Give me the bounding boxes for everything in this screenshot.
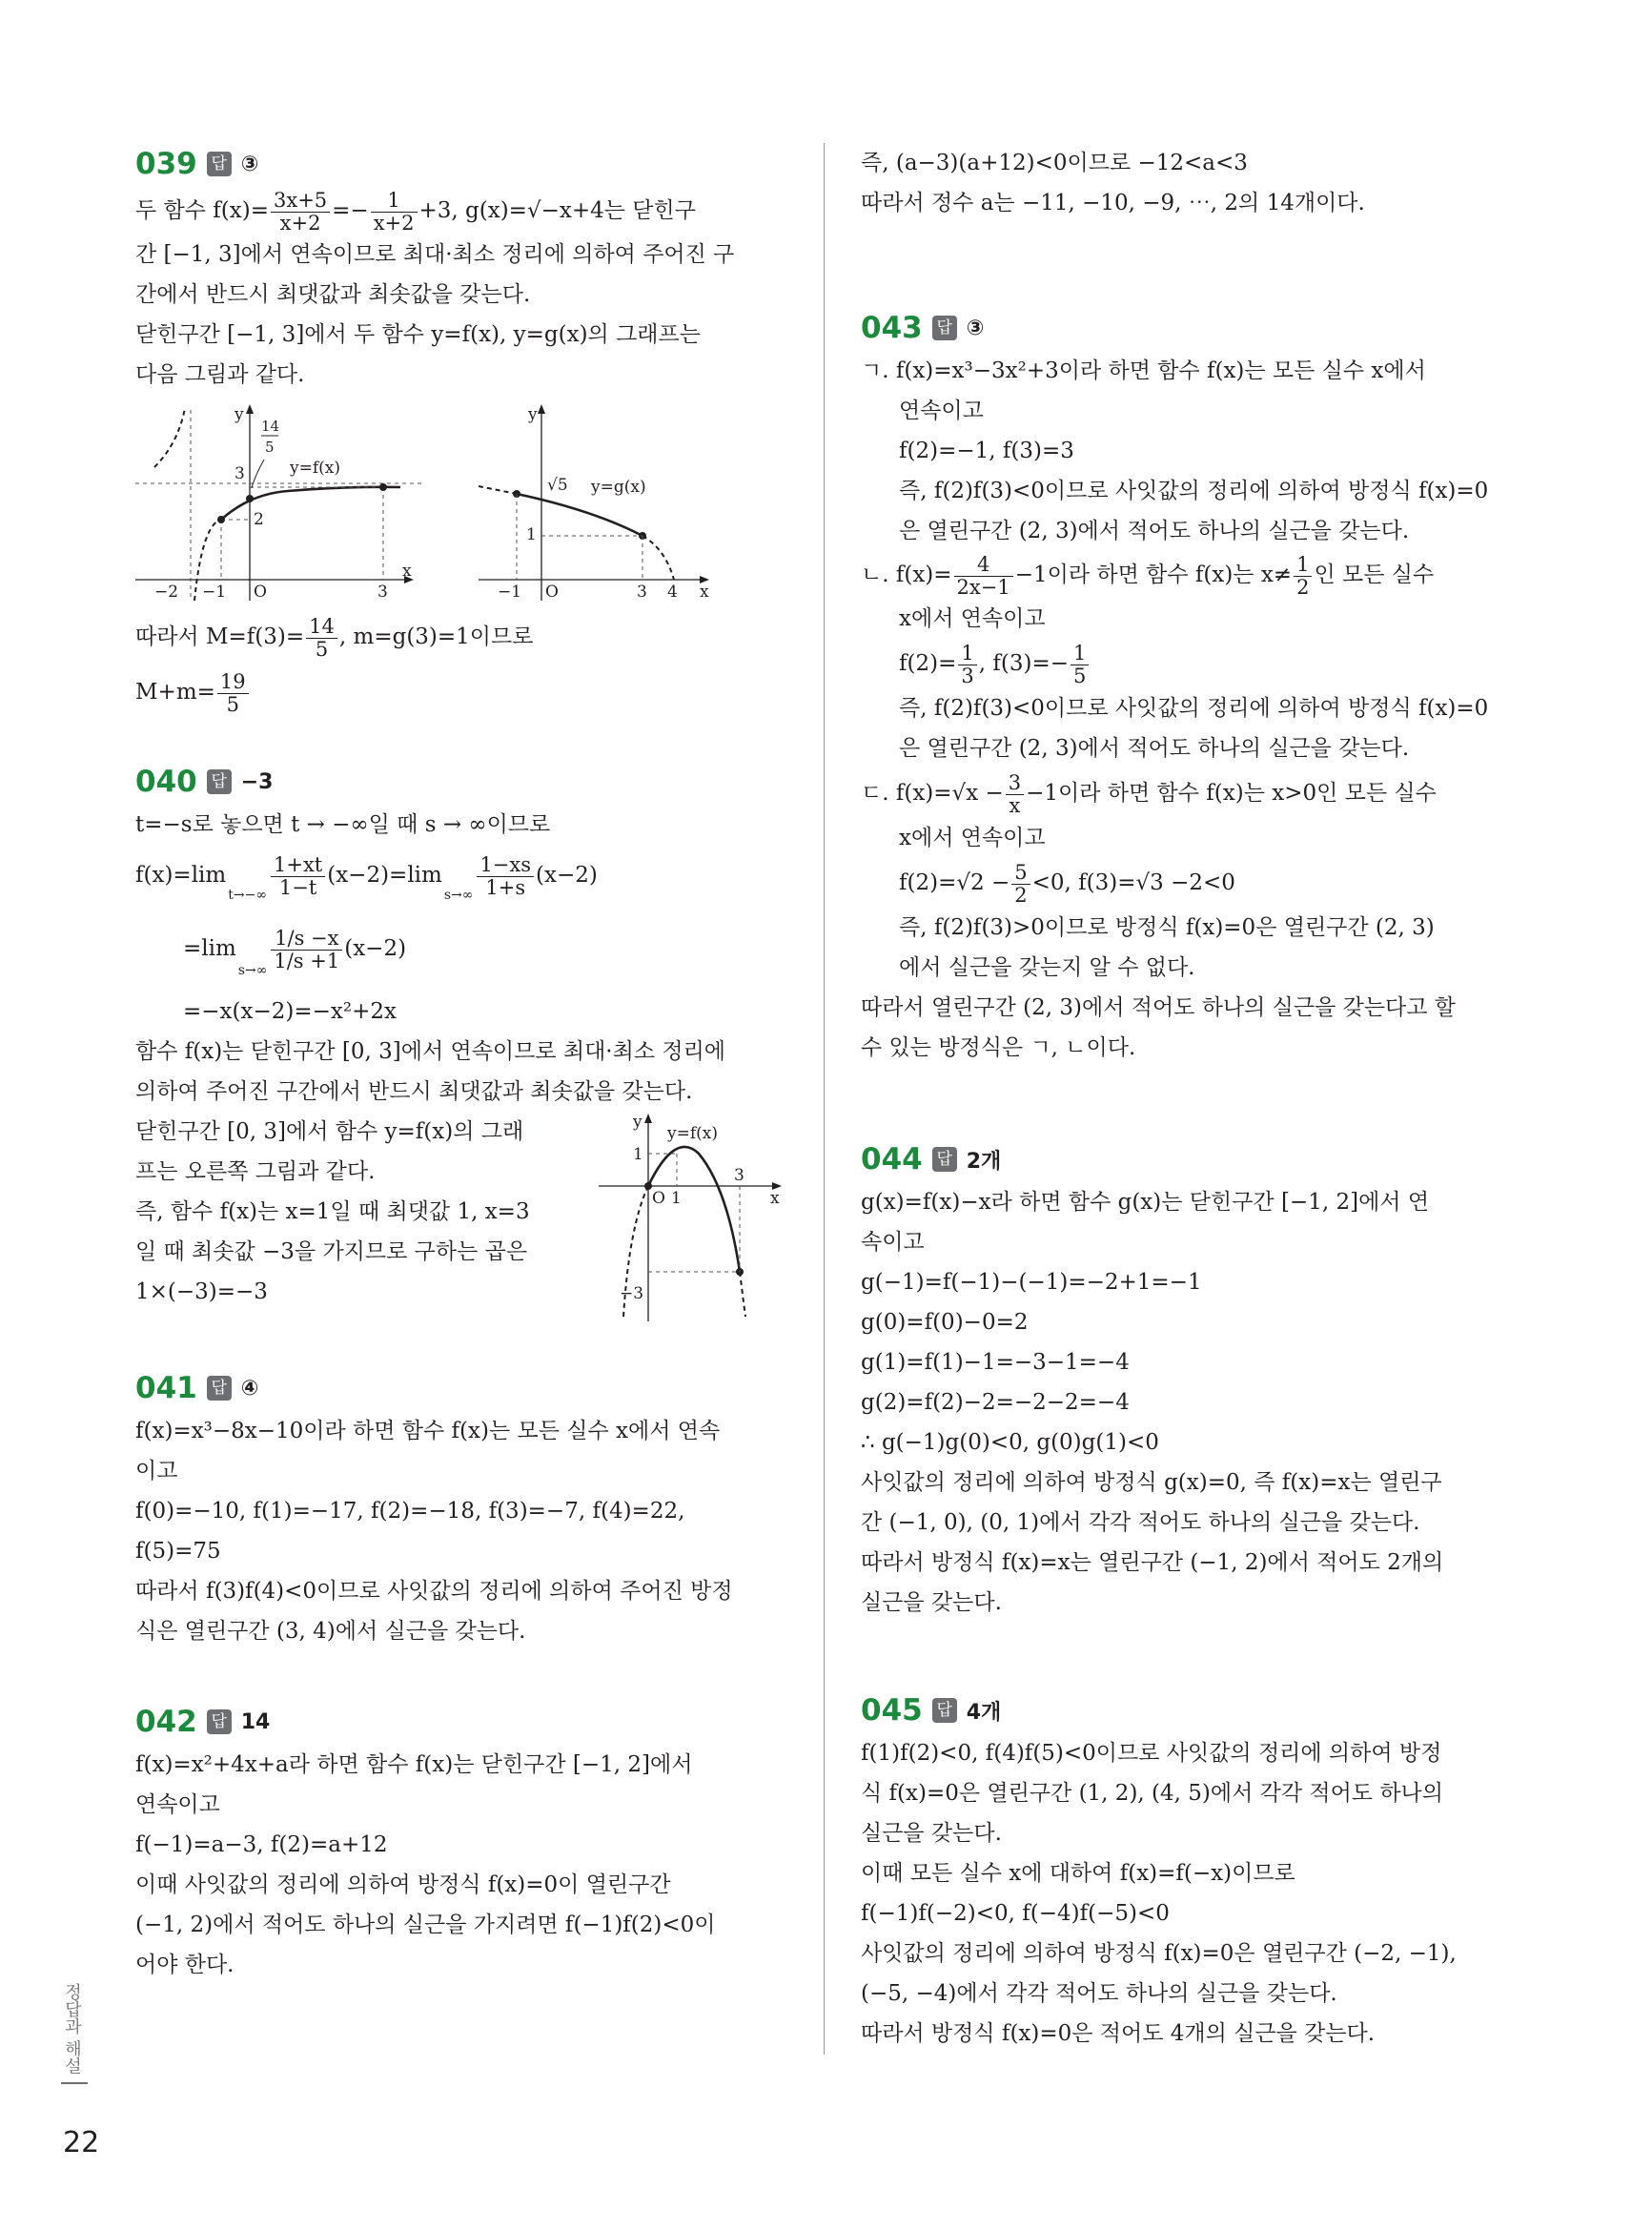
- text-line: 이때 사잇값의 정리에 의하여 방정식 f(x)=0이 열린구간: [135, 1872, 671, 1897]
- graph-g-039: [479, 400, 717, 601]
- text-line: 간에서 반드시 최댓값과 최솟값을 갖는다.: [135, 282, 531, 307]
- text-line: 1×(−3)=−3: [135, 1279, 268, 1304]
- text-line: x에서 연속이고: [899, 826, 1046, 850]
- text-line: f(x)=x³−8x−10이라 하면 함수 f(x)는 모든 실수 x에서 연속: [135, 1419, 721, 1443]
- text-line: 연속이고: [899, 399, 984, 423]
- problem-041: [135, 1365, 789, 1651]
- text-line: ㄱ. f(x)=x³−3x²+3이라 하면 함수 f(x)는 모든 실수 x에서: [861, 358, 1426, 383]
- graph-f-040: [599, 1112, 789, 1321]
- text-line: 이고: [135, 1459, 178, 1483]
- text-line: x에서 연속이고: [899, 606, 1046, 631]
- answer-value: 4개: [966, 1700, 1002, 1725]
- text-line: 일 때 최솟값 −3을 가지므로 구하는 곱은: [135, 1239, 528, 1264]
- problem-044: [861, 1136, 1519, 1623]
- svg-text:y: y: [235, 405, 244, 424]
- svg-text:1: 1: [633, 1145, 643, 1164]
- problem-045: [861, 1688, 1519, 2054]
- svg-text:14: 14: [261, 418, 280, 435]
- text-line: 닫힌구간 [0, 3]에서 함수 y=f(x)의 그래: [135, 1119, 524, 1144]
- svg-text:1: 1: [671, 1189, 682, 1208]
- svg-text:−3: −3: [620, 1284, 644, 1303]
- text-line: 따라서 정수 a는 −11, −10, −9, ⋯, 2의 14개이다.: [861, 191, 1365, 215]
- sidebar-section-label: [59, 1983, 92, 2084]
- text-line: f(5)=75: [135, 1539, 221, 1564]
- text-line: f(−1)=a−3, f(2)=a+12: [135, 1832, 388, 1857]
- problem-042: [135, 1699, 789, 1985]
- text-line: 따라서 방정식 f(x)=x는 열린구간 (−1, 2)에서 적어도 2개의: [861, 1550, 1444, 1575]
- page-number: 22: [63, 2126, 100, 2159]
- svg-text:−2: −2: [154, 583, 179, 601]
- text-line: 은 열린구간 (2, 3)에서 적어도 하나의 실근을 갖는다.: [899, 736, 1410, 761]
- text-line: 즉, f(2)f(3)<0이므로 사잇값의 정리에 의하여 방정식 f(x)=0: [899, 479, 1489, 503]
- text-line: 사잇값의 정리에 의하여 방정식 f(x)=0은 열린구간 (−2, −1),: [861, 1941, 1457, 1966]
- svg-text:4: 4: [667, 583, 678, 601]
- answer-tag: 답: [207, 152, 232, 176]
- text-line: 사잇값의 정리에 의하여 방정식 g(x)=0, 즉 f(x)=x는 열린구: [861, 1470, 1442, 1495]
- graph-f-039: [135, 400, 421, 601]
- text-line: 연속이고: [135, 1792, 220, 1817]
- svg-text:3: 3: [637, 583, 647, 601]
- svg-text:y: y: [528, 405, 538, 424]
- text-line: 속이고: [861, 1230, 925, 1255]
- answer-tag: 답: [932, 1147, 957, 1172]
- section-label: 정답과 해설: [62, 1983, 82, 2075]
- answer-tag: 답: [932, 316, 957, 340]
- text-line: g(2)=f(2)−2=−2−2=−4: [861, 1390, 1130, 1415]
- answer-value: ③: [966, 316, 985, 340]
- svg-text:O: O: [652, 1189, 665, 1208]
- text-line: 식 f(x)=0은 열린구간 (1, 2), (4, 5)에서 각각 적어도 하나의: [861, 1781, 1443, 1806]
- text-line: f(2)= $\frac{1}{3}$ , f(3)=− $\frac{1}{5}$: [861, 639, 1519, 688]
- svg-text:O: O: [545, 583, 559, 601]
- answer-value: ③: [240, 152, 259, 176]
- text-line: 이때 모든 실수 x에 대하여 f(x)=f(−x)이므로: [861, 1861, 1295, 1886]
- text-line: 식은 열린구간 (3, 4)에서 실근을 갖는다.: [135, 1619, 526, 1644]
- problem-number: 045: [861, 1693, 923, 1728]
- text-line: 실근을 갖는다.: [861, 1590, 1002, 1615]
- svg-text:x: x: [700, 583, 709, 601]
- problem-number: 044: [861, 1142, 923, 1176]
- svg-text:3: 3: [377, 583, 388, 601]
- text-line: ㄷ. f(x)=√x − $\frac{3}{x}$ −1이라 하면 함수 f(x)는 x>0인 모든 실수: [861, 770, 1437, 817]
- text-line: 함수 f(x)는 닫힌구간 [0, 3]에서 연속이므로 최대·최소 정리에: [135, 1039, 726, 1064]
- text-line: ㄴ. f(x)= $\frac{4}{2x-1}$ −1이라 하면 함수 f(x)는 x≠ $\frac{1}{2}$ 인 모든 실수: [861, 552, 1435, 599]
- answer-tag: 답: [207, 1709, 232, 1734]
- text-line: ∴ g(−1)g(0)<0, g(0)g(1)<0: [861, 1430, 1159, 1455]
- svg-text:√5: √5: [547, 476, 568, 495]
- problem-040: [135, 759, 789, 1321]
- svg-text:5: 5: [265, 439, 275, 456]
- text-line: g(−1)=f(−1)−(−1)=−2+1=−1: [861, 1270, 1202, 1295]
- text-line: 간 (−1, 0), (0, 1)에서 각각 적어도 하나의 실근을 갖는다.: [861, 1510, 1420, 1535]
- problem-043: [861, 305, 1519, 1068]
- text-line: 닫힌구간 [−1, 3]에서 두 함수 y=f(x), y=g(x)의 그래프는: [135, 322, 701, 347]
- svg-text:y=g(x): y=g(x): [591, 478, 646, 497]
- right-column: [861, 143, 1519, 2054]
- text-line: 즉, 함수 f(x)는 x=1일 때 최댓값 1, x=3: [135, 1199, 530, 1224]
- text-line: f(2)=√2 − $\frac{5}{2}$ <0, f(3)=√3 −2<0: [899, 860, 1235, 907]
- problem-number: 039: [135, 147, 197, 181]
- answer-tag: 답: [207, 769, 232, 794]
- svg-text:y=f(x): y=f(x): [667, 1124, 718, 1143]
- text-line: g(0)=f(0)−0=2: [861, 1310, 1029, 1335]
- text-line: 즉, f(2)f(3)<0이므로 사잇값의 정리에 의하여 방정식 f(x)=0: [899, 696, 1489, 721]
- svg-text:3: 3: [734, 1166, 744, 1185]
- problem-number: 041: [135, 1371, 197, 1405]
- text-line: 간 [−1, 3]에서 연속이므로 최대·최소 정리에 의하여 주어진 구: [135, 242, 735, 267]
- text-line: 수 있는 방정식은 ㄱ, ㄴ이다.: [861, 1035, 1136, 1060]
- answer-value: 14: [240, 1709, 271, 1734]
- answer-value: 2개: [966, 1149, 1002, 1174]
- text-line: 두 함수 f(x)= $\frac{3x+5}{x+2}$ =− $\frac{1}{x+2}$ +3, g(x)=√−x+4는 닫힌구: [135, 188, 696, 235]
- text-line: f(1)f(2)<0, f(4)f(5)<0이므로 사잇값의 정리에 의하여 방정: [861, 1741, 1442, 1766]
- svg-text:3: 3: [235, 464, 245, 483]
- svg-text:1: 1: [526, 525, 537, 544]
- answer-tag: 답: [932, 1698, 957, 1723]
- svg-text:2: 2: [254, 510, 264, 529]
- problem-number: 042: [135, 1705, 197, 1739]
- text-line: (−5, −4)에서 각각 적어도 하나의 실근을 갖는다.: [861, 1981, 1337, 2006]
- text-line: 실근을 갖는다.: [861, 1821, 1002, 1846]
- problem-039: [135, 141, 789, 721]
- text-line: 즉, f(2)f(3)>0이므로 방정식 f(x)=0은 열린구간 (2, 3): [899, 915, 1435, 940]
- text-line: g(x)=f(x)−x라 하면 함수 g(x)는 닫힌구간 [−1, 2]에서 연: [861, 1190, 1430, 1215]
- text-line: 따라서 f(3)f(4)<0이므로 사잇값의 정리에 의하여 주어진 방정: [135, 1579, 733, 1604]
- left-column: [135, 141, 789, 1985]
- text-line: f(x)=limt→−∞ $\frac{1+xt}{1-t}$ (x−2)=lims→∞ $\frac{1-xs}{1+s}$ (x−2): [135, 852, 598, 903]
- text-line: t=−s로 놓으면 t → −∞일 때 s → ∞이므로: [135, 812, 551, 837]
- text-line: =lims→∞ $\frac{1/s -x}{1/s +1}$ (x−2): [183, 926, 407, 978]
- answer-value: −3: [240, 769, 274, 794]
- problem-number: 043: [861, 311, 923, 345]
- answer-tag: 답: [207, 1376, 232, 1401]
- text-line: 따라서 M=f(3)= $\frac{14}{5}$ , m=g(3)=1이므로: [135, 614, 534, 661]
- column-divider: [824, 143, 825, 2055]
- text-line: 프는 오른쪽 그림과 같다.: [135, 1159, 376, 1184]
- svg-text:−1: −1: [498, 583, 522, 601]
- text-line: f(0)=−10, f(1)=−17, f(2)=−18, f(3)=−7, f(4)=22,: [135, 1499, 685, 1524]
- svg-text:x: x: [402, 562, 412, 581]
- answer-value: ④: [240, 1376, 259, 1401]
- svg-text:y=f(x): y=f(x): [290, 459, 340, 478]
- text-line: =−x(x−2)=−x²+2x: [183, 999, 397, 1024]
- text-line: 따라서 방정식 f(x)=0은 적어도 4개의 실근을 갖는다.: [861, 2021, 1376, 2046]
- text-line: 에서 실근을 갖는지 알 수 없다.: [899, 955, 1195, 980]
- problem-number: 040: [135, 765, 197, 799]
- text-line: 의하여 주어진 구간에서 반드시 최댓값과 최솟값을 갖는다.: [135, 1079, 693, 1104]
- text-line: 즉, (a−3)(a+12)<0이므로 −12<a<3: [861, 151, 1248, 175]
- svg-text:y: y: [633, 1113, 642, 1132]
- text-line: g(1)=f(1)−1=−3−1=−4: [861, 1350, 1130, 1375]
- text-line: f(−1)f(−2)<0, f(−4)f(−5)<0: [861, 1901, 1170, 1926]
- sidebar-rule: [61, 2082, 88, 2084]
- text-line: (−1, 2)에서 적어도 하나의 실근을 가지려면 f(−1)f(2)<0이: [135, 1913, 716, 1937]
- text-line: 어야 한다.: [135, 1953, 235, 1977]
- text-line: 은 열린구간 (2, 3)에서 적어도 하나의 실근을 갖는다.: [899, 519, 1410, 543]
- text-line: f(x)=x²+4x+a라 하면 함수 f(x)는 닫힌구간 [−1, 2]에서: [135, 1752, 693, 1777]
- text-line: M+m= $\frac{19}{5}$: [135, 664, 789, 721]
- text-line: 다음 그림과 같다.: [135, 362, 305, 387]
- svg-text:−1: −1: [202, 583, 227, 601]
- text-line: f(2)=−1, f(3)=3: [899, 439, 1074, 463]
- svg-text:O: O: [254, 583, 267, 601]
- text-line: 따라서 열린구간 (2, 3)에서 적어도 하나의 실근을 갖는다고 할: [861, 995, 1457, 1020]
- svg-text:x: x: [770, 1189, 780, 1208]
